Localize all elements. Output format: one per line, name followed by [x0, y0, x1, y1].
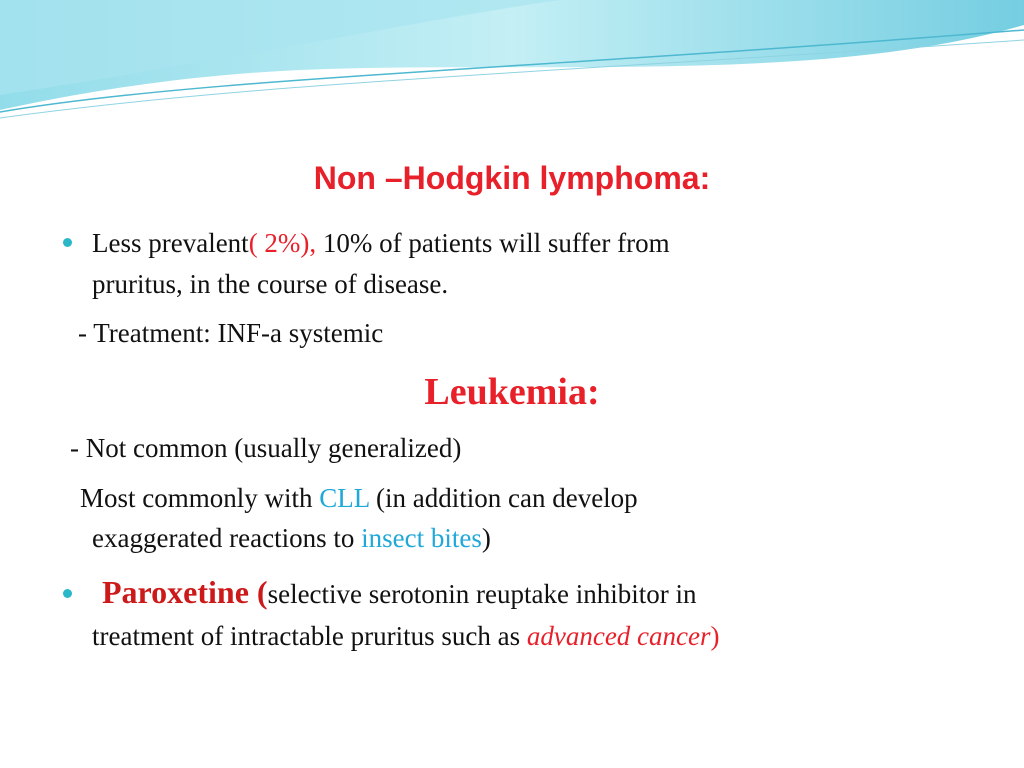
leukemia-cll-suffix: (in addition can develop — [369, 483, 638, 513]
nhl-treatment: - Treatment: INF-a systemic — [78, 318, 384, 348]
nhl-prevalence-percent: ( 2%), — [248, 228, 317, 258]
paroxetine-close-paren: ) — [710, 621, 720, 651]
paroxetine-desc-2: treatment of intractable pruritus such as — [92, 621, 527, 651]
header-wave-decoration — [0, 0, 1024, 130]
advanced-cancer-term: advanced cancer — [526, 621, 711, 651]
cll-term: CLL — [319, 483, 370, 513]
nhl-pruritus-text: 10% of patients will suffer from — [316, 228, 670, 258]
leukemia-insect-suffix: ) — [481, 523, 491, 553]
leukemia-heading: Leukemia: — [424, 371, 600, 413]
paroxetine-line-1 — [102, 572, 696, 614]
leukemia-line-1: - Not common (usually generalized) — [70, 433, 462, 463]
paroxetine-desc-1: selective serotonin reuptake inhibitor in — [267, 579, 697, 609]
leukemia-cll-prefix: Most commonly with — [80, 483, 320, 513]
leukemia-line-3 — [92, 518, 491, 558]
nhl-bullet-line-2: pruritus, in the course of disease. — [92, 269, 449, 299]
leukemia-line-2 — [80, 478, 638, 518]
nhl-prevalence-label: Less prevalent — [92, 228, 249, 258]
slide-title: Non –Hodgkin lymphoma: — [313, 160, 711, 196]
paroxetine-name: Paroxetine ( — [102, 574, 268, 610]
insect-bites-term: insect bites — [361, 523, 482, 553]
nhl-bullet-line-1 — [92, 223, 670, 263]
bullet-dot-icon — [63, 589, 72, 598]
leukemia-insect-prefix: exaggerated reactions to — [92, 523, 362, 553]
paroxetine-line-2 — [92, 616, 720, 656]
bullet-dot-icon — [63, 238, 72, 247]
